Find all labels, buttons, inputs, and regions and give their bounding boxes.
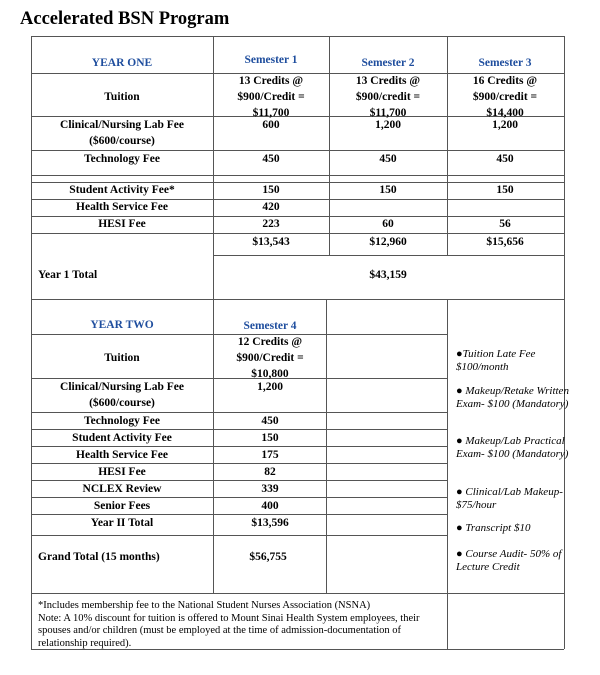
- activity-semester-2: 150: [379, 184, 397, 196]
- tuition-semester-1: 13 Credits @ $900/Credit = $11,700: [237, 75, 305, 119]
- y2-row-label-year-2-total: Year II Total: [90, 517, 154, 529]
- y2-tuition-value: 12 Credits @ $900/Credit = $10,800: [236, 336, 304, 380]
- row-label-health-service-fee: Health Service Fee: [76, 201, 168, 213]
- y2-senior-value: 400: [261, 500, 279, 512]
- y2-row-label-clinical-lab-fee: Clinical/Nursing Lab Fee ($600/course): [60, 381, 184, 409]
- year-1-total-value: $43,159: [369, 269, 407, 281]
- clinical-semester-2: 1,200: [375, 119, 401, 131]
- grand-total-label: Grand Total (15 months): [38, 551, 160, 563]
- list-item: ● Clinical/Lab Makeup- $75/hour: [456, 486, 563, 511]
- list-item: ● Transcript $10: [456, 522, 531, 534]
- row-label-hesi-fee: HESI Fee: [98, 218, 146, 230]
- y2-technology-value: 450: [261, 415, 279, 427]
- technology-semester-1: 450: [262, 153, 280, 165]
- row-label-clinical-lab-fee: Clinical/Nursing Lab Fee ($600/course): [60, 119, 184, 147]
- y2-row-label-student-activity-fee: Student Activity Fee: [72, 432, 172, 444]
- y2-row-label-hesi-fee: HESI Fee: [98, 466, 146, 478]
- health-semester-1: 420: [262, 201, 280, 213]
- technology-semester-2: 450: [379, 153, 397, 165]
- tuition-semester-3: 16 Credits @ $900/credit = $14,400: [472, 75, 538, 119]
- y2-hesi-value: 82: [264, 466, 276, 478]
- y2-row-label-technology-fee: Technology Fee: [84, 415, 160, 427]
- y2-row-label-nclex-review: NCLEX Review: [82, 483, 162, 495]
- y2-row-label-tuition: Tuition: [104, 352, 140, 364]
- technology-semester-3: 450: [496, 153, 514, 165]
- list-item: ● Course Audit- 50% of Lecture Credit: [456, 548, 562, 573]
- y2-activity-value: 150: [261, 432, 279, 444]
- list-item: ● Makeup/Lab Practical Exam- $100 (Mandatory): [456, 435, 569, 460]
- page-title: Accelerated BSN Program: [20, 9, 230, 29]
- y2-row-label-health-service-fee: Health Service Fee: [76, 449, 168, 461]
- list-item: ●Tuition Late Fee $100/month: [456, 348, 536, 373]
- hesi-semester-2: 60: [382, 218, 394, 230]
- total-semester-3: $15,656: [486, 236, 524, 248]
- row-label-student-activity-fee: Student Activity Fee*: [69, 184, 175, 196]
- hesi-semester-1: 223: [262, 218, 280, 230]
- row-label-technology-fee: Technology Fee: [84, 153, 160, 165]
- y2-row-label-senior-fees: Senior Fees: [93, 500, 151, 512]
- total-semester-1: $13,543: [252, 236, 290, 248]
- tuition-semester-2: 13 Credits @ $900/credit = $11,700: [355, 75, 421, 119]
- footnote: *Includes membership fee to the National Student Nurses Association (NSNA) Note: A 10% discount for tuition is offered to Mount Sinai Health System employees, their spouses and/or children (must be employed at the time of admission-documentation of relationship required).: [38, 600, 420, 649]
- year-one-header: YEAR ONE: [91, 57, 153, 69]
- y2-nclex-value: 339: [261, 483, 279, 495]
- y2-clinical-value: 1,200: [257, 381, 283, 393]
- clinical-semester-1: 600: [262, 119, 280, 131]
- y2-health-value: 175: [261, 449, 279, 461]
- year-two-header: YEAR TWO: [90, 319, 154, 331]
- hesi-semester-3: 56: [499, 218, 511, 230]
- y2-total-value: $13,596: [251, 517, 289, 529]
- clinical-semester-3: 1,200: [492, 119, 518, 131]
- list-item: ● Makeup/Retake Written Exam- $100 (Mandatory): [456, 385, 569, 410]
- semester-3-header: Semester 3: [478, 57, 532, 69]
- grand-total-value: $56,755: [249, 551, 287, 563]
- semester-4-header: Semester 4: [243, 320, 297, 332]
- row-label-tuition: Tuition: [104, 91, 140, 103]
- year-1-total-label: Year 1 Total: [38, 269, 98, 281]
- semester-1-header: Semester 1: [244, 54, 298, 66]
- semester-2-header: Semester 2: [361, 57, 415, 69]
- total-semester-2: $12,960: [369, 236, 407, 248]
- activity-semester-1: 150: [262, 184, 280, 196]
- activity-semester-3: 150: [496, 184, 514, 196]
